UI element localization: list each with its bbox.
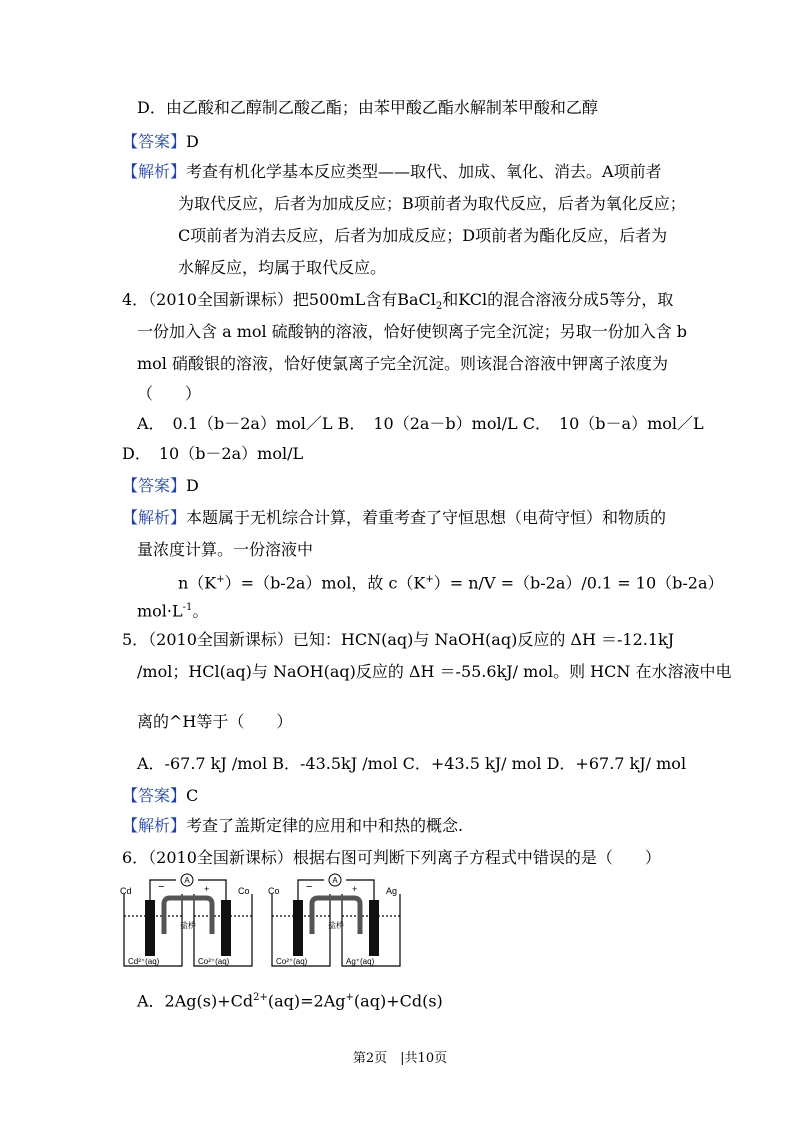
q4-stem-line-3: mol 硝酸银的溶液，恰好使氯离子完全沉淀。则该混合溶液中钾离子浓度为: [137, 354, 669, 373]
ammeter-label: A: [184, 876, 190, 885]
galvanic-cell-diagram-1: [118, 872, 258, 972]
analysis-tag: 【解析】: [122, 508, 187, 527]
option-part: A．2Ag(s)+Cd: [137, 991, 254, 1011]
option-part: (aq)+Cd(s): [353, 991, 443, 1011]
superscript: +: [345, 992, 354, 1003]
q3-option-d: D．由乙酸和乙醇制乙酸乙酯；由苯甲酸乙酯水解制苯甲酸和乙醇: [137, 98, 598, 117]
q3-analysis-line-3: C项前者为消去反应，后者为加成反应；D项前者为酯化反应，后者为: [178, 226, 668, 245]
superscript: +: [216, 574, 225, 585]
q5-stem-line-2: /mol；HCl(aq)与 NaOH(aq)反应的 ΔH ＝-55.6kJ/ mol。则 HCN 在水溶液中电: [137, 662, 732, 681]
q4-analysis-line-2: 量浓度计算。一份溶液中: [137, 540, 314, 559]
q4-stem-part: 4．（2010全国新课标）把500mL含有BaCl: [122, 290, 436, 309]
unit-part: 。: [192, 601, 209, 621]
electrode-right: [221, 900, 231, 956]
analysis-tag: 【解析】: [122, 162, 187, 181]
plus-sign: +: [352, 884, 358, 894]
q4-analysis-line-1: [122, 508, 666, 528]
calc-part: ）=（b-2a）mol，故 c（K: [224, 573, 426, 593]
superscript: 2+: [253, 992, 268, 1003]
q5-stem-line-3: 离的^H等于（ ）: [137, 712, 293, 731]
salt-bridge-label: 盐桥: [328, 921, 344, 930]
q4-options-line-1: A． 0.1（b－2a）mol／L B． 10（2a－b）mol/L C． 10（b－a）mol／L: [137, 414, 704, 433]
q3-analysis-line-2: 为取代反应，后者为加成反应；B项前者为取代反应，后者为氧化反应；: [178, 194, 686, 213]
q4-answer: [122, 476, 199, 496]
right-solution-label: Ag⁺(aq): [346, 957, 375, 966]
q3-answer: [122, 132, 199, 152]
plus-sign: +: [204, 884, 210, 894]
answer-value: D: [186, 476, 199, 495]
analysis-text: 考查有机化学基本反应类型——取代、加成、氧化、消去。A项前者: [186, 162, 662, 181]
q4-stem-line-2: 一份加入含 a mol 硫酸钠的溶液，恰好使钡离子完全沉淀；另取一份加入含 b: [137, 322, 688, 341]
page-footer: 第2页 |共10页: [352, 1051, 448, 1066]
analysis-text: 本题属于无机综合计算，着重考查了守恒思想（电荷守恒）和物质的: [186, 508, 667, 527]
electrode-left: [293, 900, 303, 956]
q4-stem-line-1: [122, 290, 673, 317]
answer-value: D: [186, 132, 199, 151]
q3-analysis-line-4: 水解反应，均属于取代反应。: [178, 258, 387, 277]
galvanic-cell-diagram-2: [266, 872, 406, 972]
right-electrode-label: Ag: [386, 886, 398, 896]
q5-options: A．-67.7 kJ /mol B．-43.5kJ /mol C．+43.5 kJ/ mol D．+67.7 kJ/ mol: [137, 754, 687, 773]
q4-unit: [137, 598, 208, 621]
q5-stem-line-1: 5．（2010全国新课标）已知：HCN(aq)与 NaOH(aq)反应的 ΔH ＝-12.1kJ: [122, 630, 675, 649]
electrode-left: [145, 900, 155, 956]
analysis-text: 考查了盖斯定律的应用和中和热的概念.: [186, 816, 464, 835]
q5-analysis: [122, 816, 463, 836]
minus-sign: −: [158, 881, 165, 893]
salt-bridge-label: 盐桥: [180, 921, 196, 930]
answer-tag: 【答案】: [122, 476, 187, 495]
q4-stem-part: 和KCl的混合溶液分成5等分，取: [442, 290, 674, 309]
answer-tag: 【答案】: [122, 132, 187, 151]
q3-analysis-line-1: [122, 162, 662, 182]
q4-options-line-2: D． 10（b－2a）mol/L: [122, 444, 304, 463]
minus-sign: −: [306, 881, 313, 893]
subscript: 2: [435, 301, 443, 313]
ammeter-label: A: [332, 876, 338, 885]
unit-part: mol·L: [137, 601, 183, 621]
answer-value: C: [186, 786, 199, 805]
right-solution-label: Co²⁺(aq): [198, 957, 230, 966]
right-electrode-label: Co: [238, 886, 250, 896]
left-solution-label: Co²⁺(aq): [276, 957, 308, 966]
left-electrode-label: Co: [268, 886, 280, 896]
answer-tag: 【答案】: [122, 786, 187, 805]
superscript: -1: [182, 602, 193, 613]
q5-answer: [122, 786, 198, 806]
left-solution-label: Cd²⁺(aq): [128, 957, 160, 966]
calc-part: ）= n/V =（b-2a）/0.1 = 10（b-2a）: [433, 573, 724, 593]
q6-option-a: [137, 988, 443, 1011]
calc-part: n（K: [178, 573, 217, 593]
q4-stem-line-4: （ ）: [137, 384, 202, 403]
left-electrode-label: Cd: [120, 886, 132, 896]
q4-calculation: [178, 570, 724, 593]
option-part: (aq)=2Ag: [267, 991, 346, 1011]
superscript: +: [425, 574, 434, 585]
q6-stem: 6．（2010全国新课标）根据右图可判断下列离子方程式中错误的是（ ）: [122, 848, 661, 867]
electrode-right: [369, 900, 379, 956]
analysis-tag: 【解析】: [122, 816, 187, 835]
